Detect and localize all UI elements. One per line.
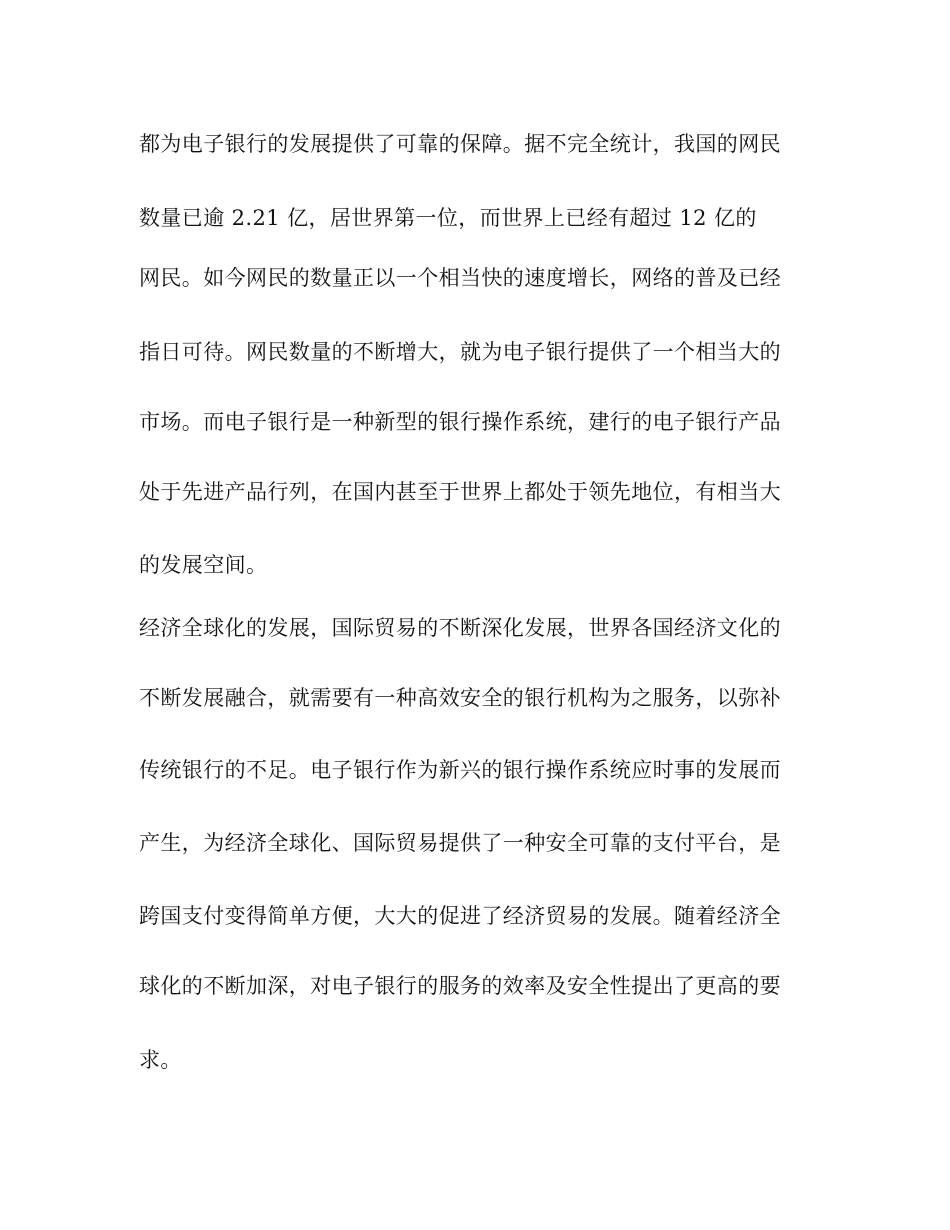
text-line: 不断发展融合，就需要有一种高效安全的银行机构为之服务，以弥补 xyxy=(139,686,781,710)
text-line: 数量已逾 2.21 亿，居世界第一位，而世界上已经有超过 12 亿的 xyxy=(139,206,757,230)
text-line: 跨国支付变得简单方便，大大的促进了经济贸易的发展。随着经济全 xyxy=(139,904,781,928)
text-line: 产生，为经济全球化、国际贸易提供了一种安全可靠的支付平台，是 xyxy=(139,831,781,855)
text-line: 求。 xyxy=(139,1048,182,1072)
text-line: 处于先进产品行列，在国内甚至于世界上都处于领先地位，有相当大 xyxy=(139,480,781,504)
text-line: 球化的不断加深，对电子银行的服务的效率及安全性提出了更高的要 xyxy=(139,974,781,998)
text-line: 市场。而电子银行是一种新型的银行操作系统，建行的电子银行产品 xyxy=(139,410,781,434)
text-line: 的发展空间。 xyxy=(139,553,268,577)
text-line: 经济全球化的发展，国际贸易的不断深化发展，世界各国经济文化的 xyxy=(139,616,781,640)
text-line: 网民。如今网民的数量正以一个相当快的速度增长，网络的普及已经 xyxy=(139,266,781,290)
text-line: 指日可待。网民数量的不断增大，就为电子银行提供了一个相当大的 xyxy=(139,340,781,364)
text-line: 都为电子银行的发展提供了可靠的保障。据不完全统计，我国的网民 xyxy=(139,132,781,156)
text-line: 传统银行的不足。电子银行作为新兴的银行操作系统应时事的发展而 xyxy=(139,758,781,782)
